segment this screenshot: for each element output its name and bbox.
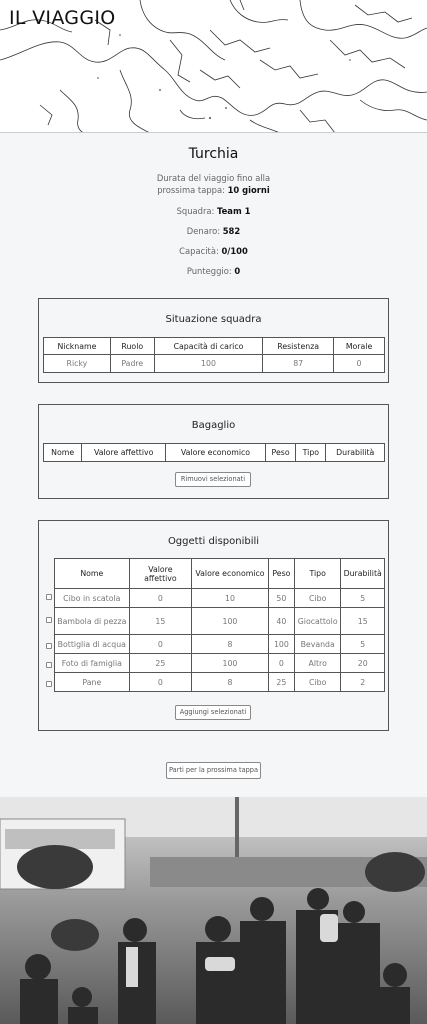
- col-weight: Peso: [268, 559, 294, 589]
- cell-name: Cibo in scatola: [55, 589, 130, 608]
- score-info: [0, 265, 427, 277]
- table-row[interactable]: [55, 608, 385, 635]
- cell-type: Altro: [295, 654, 341, 673]
- cell-role: Padre: [110, 355, 154, 373]
- select-checkbox-row-3[interactable]: [46, 643, 52, 649]
- cell-type: Cibo: [295, 589, 341, 608]
- table-row[interactable]: [55, 673, 385, 692]
- cell-economic-value: 10: [192, 589, 269, 608]
- col-economic-value: Valore economico: [166, 444, 266, 462]
- cell-affective-value: 0: [129, 635, 192, 654]
- duration-label-line1: Durata del viaggio fino alla: [156, 173, 271, 183]
- team-info: [0, 205, 427, 217]
- duration-info: [0, 172, 427, 196]
- next-stage-button[interactable]: Parti per la prossima tappa: [166, 762, 261, 779]
- add-selected-button[interactable]: Aggiungi selezionati: [175, 705, 251, 720]
- cell-economic-value: 8: [192, 673, 269, 692]
- col-type: Tipo: [295, 559, 341, 589]
- col-carry-capacity: Capacità di carico: [154, 338, 263, 355]
- refugees-photo-illustration: [0, 797, 427, 1024]
- table-row[interactable]: [55, 635, 385, 654]
- cell-weight: 100: [268, 635, 294, 654]
- select-checkbox-row-2[interactable]: [46, 617, 52, 623]
- remove-selected-button[interactable]: Rimuovi selezionati: [175, 472, 251, 487]
- cell-carry-capacity: 100: [154, 355, 263, 373]
- cell-affective-value: 0: [129, 673, 192, 692]
- cell-economic-value: 100: [192, 608, 269, 635]
- cell-name: Pane: [55, 673, 130, 692]
- cell-durability: 5: [341, 589, 385, 608]
- destination-title: Turchia: [188, 146, 239, 162]
- col-type: Tipo: [296, 444, 326, 462]
- available-items-panel: [38, 520, 389, 731]
- col-morale: Morale: [334, 338, 385, 355]
- luggage-panel: [38, 404, 389, 499]
- duration-label-line2: prossima tappa:: [157, 185, 225, 195]
- col-role: Ruolo: [110, 338, 154, 355]
- cell-durability: 5: [341, 635, 385, 654]
- select-checkbox-row-1[interactable]: [46, 594, 52, 600]
- cell-affective-value: 25: [129, 654, 192, 673]
- luggage-table-header: [44, 444, 385, 462]
- cell-nickname: Ricky: [44, 355, 111, 373]
- money-value: 582: [222, 226, 241, 236]
- cell-economic-value: 8: [192, 635, 269, 654]
- luggage-table: [43, 443, 385, 462]
- cell-economic-value: 100: [192, 654, 269, 673]
- col-affective-value: Valore affettivo: [82, 444, 166, 462]
- cell-affective-value: 0: [129, 589, 192, 608]
- col-nickname: Nickname: [44, 338, 111, 355]
- col-durability: Durabilità: [341, 559, 385, 589]
- col-weight: Peso: [265, 444, 295, 462]
- cell-durability: 2: [341, 673, 385, 692]
- col-economic-value: Valore economico: [192, 559, 269, 589]
- capacity-value: 0/100: [221, 246, 248, 256]
- cell-weight: 50: [268, 589, 294, 608]
- col-name: Nome: [55, 559, 130, 589]
- squad-panel: [38, 298, 389, 383]
- cell-type: Cibo: [295, 673, 341, 692]
- table-row[interactable]: [55, 589, 385, 608]
- duration-line2: [0, 184, 427, 196]
- money-label: Denaro:: [186, 226, 221, 236]
- col-name: Nome: [44, 444, 82, 462]
- col-affective-value: Valore affettivo: [129, 559, 192, 589]
- cell-weight: 40: [268, 608, 294, 635]
- cell-weight: 25: [268, 673, 294, 692]
- cell-name: Bambola di pezza: [55, 608, 130, 635]
- squad-panel-title: Situazione squadra: [165, 314, 262, 325]
- luggage-panel-title: Bagaglio: [191, 420, 236, 431]
- team-label: Squadra:: [176, 206, 215, 216]
- cell-type: Giocattolo: [295, 608, 341, 635]
- select-checkbox-row-4[interactable]: [46, 662, 52, 668]
- cell-name: Bottiglia di acqua: [55, 635, 130, 654]
- capacity-info: [0, 245, 427, 257]
- cell-weight: 0: [268, 654, 294, 673]
- team-value: Team 1: [217, 206, 251, 216]
- capacity-label: Capacità:: [179, 246, 219, 256]
- cell-affective-value: 15: [129, 608, 192, 635]
- score-label: Punteggio:: [186, 266, 232, 276]
- table-row[interactable]: [55, 654, 385, 673]
- money-info: [0, 225, 427, 237]
- site-title: IL VIAGGIO: [9, 7, 116, 29]
- squad-table-header: [44, 338, 385, 355]
- col-endurance: Resistenza: [263, 338, 334, 355]
- score-value: 0: [234, 266, 241, 276]
- table-row: [44, 355, 385, 373]
- cell-durability: 20: [341, 654, 385, 673]
- refugees-photo: [0, 797, 427, 1024]
- available-table-header: [55, 559, 385, 589]
- squad-table: [43, 337, 385, 373]
- cell-name: Foto di famiglia: [55, 654, 130, 673]
- cell-endurance: 87: [263, 355, 334, 373]
- available-items-table: [54, 558, 385, 692]
- header-map: [0, 0, 427, 133]
- cell-type: Bevanda: [295, 635, 341, 654]
- select-checkbox-row-5[interactable]: [46, 681, 52, 687]
- col-durability: Durabilità: [326, 444, 385, 462]
- cell-morale: 0: [334, 355, 385, 373]
- cell-durability: 15: [341, 608, 385, 635]
- duration-value: 10 giorni: [227, 185, 270, 195]
- available-panel-title: Oggetti disponibili: [167, 536, 260, 547]
